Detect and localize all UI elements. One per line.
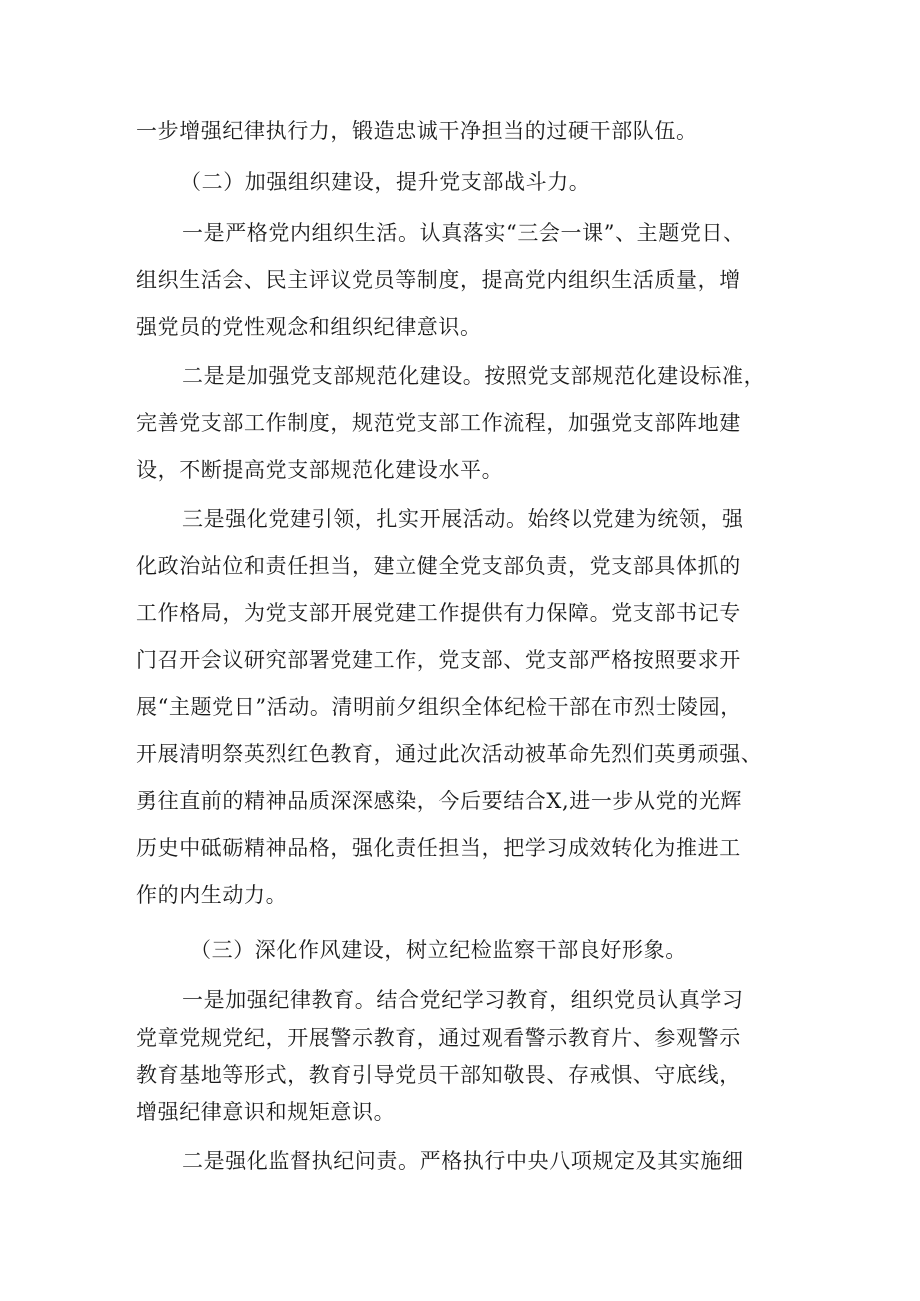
text-line: 一是严格党内组织生活。认真落实“三会一课”、主题党日、 — [182, 221, 745, 245]
section-heading: （三）深化作风建设，树立纪检监察干部良好形象。 — [190, 938, 687, 962]
text-line: 门召开会议研究部署党建工作，党支部、党支部严格按照要求开 — [136, 648, 741, 672]
text-line: 二是是加强党支部规范化建设。按照党支部规范化建设标准， — [182, 364, 766, 388]
text-line: 三是强化党建引领，扎实开展活动。始终以党建为统领，强 — [182, 507, 744, 531]
text-line: 勇往直前的精神品质深深感染，今后要结合X,进一步从党的光辉 — [136, 789, 743, 813]
text-line: 工作格局，为党支部开展党建工作提供有力保障。党支部书记专 — [136, 601, 741, 625]
text-line: 一是加强纪律教育。结合党纪学习教育，组织党员认真学习 — [182, 988, 744, 1012]
section-heading: （二）加强组织建设，提升党支部战斗力。 — [180, 170, 591, 194]
text-line: 组织生活会、民主评议党员等制度，提高党内组织生活质量，增 — [136, 268, 741, 292]
text-line: 化政治站位和责任担当，建立健全党支部负责，党支部具体抓的 — [136, 554, 741, 578]
text-line: 开展清明祭英烈红色教育，通过此次活动被革命先烈们英勇顽强、 — [136, 742, 763, 766]
text-line: 一步增强纪律执行力，锻造忠诚干净担当的过硬干部队伍。 — [136, 119, 698, 143]
text-line: 历史中砥砺精神品格，强化责任担当，把学习成效转化为推进工 — [136, 836, 741, 860]
text-line: 教育基地等形式，教育引导党员干部知敬畏、存戒惧、守底线， — [136, 1063, 741, 1087]
text-line: 增强纪律意识和规矩意识。 — [136, 1100, 396, 1124]
text-line: 党章党规党纪，开展警示教育，通过观看警示教育片、参观警示 — [136, 1026, 741, 1050]
text-line: 展“主题党日”活动。清明前夕组织全体纪检干部在市烈士陵园， — [136, 695, 742, 719]
text-line: 完善党支部工作制度，规范党支部工作流程，加强党支部阵地建 — [136, 411, 741, 435]
text-line: 作的内生动力。 — [136, 883, 288, 907]
text-line: 二是强化监督执纪问责。严格执行中央八项规定及其实施细 — [182, 1149, 744, 1173]
text-line: 强党员的党性观念和组织纪律意识。 — [136, 315, 482, 339]
text-line: 设，不断提高党支部规范化建设水平。 — [136, 458, 504, 482]
